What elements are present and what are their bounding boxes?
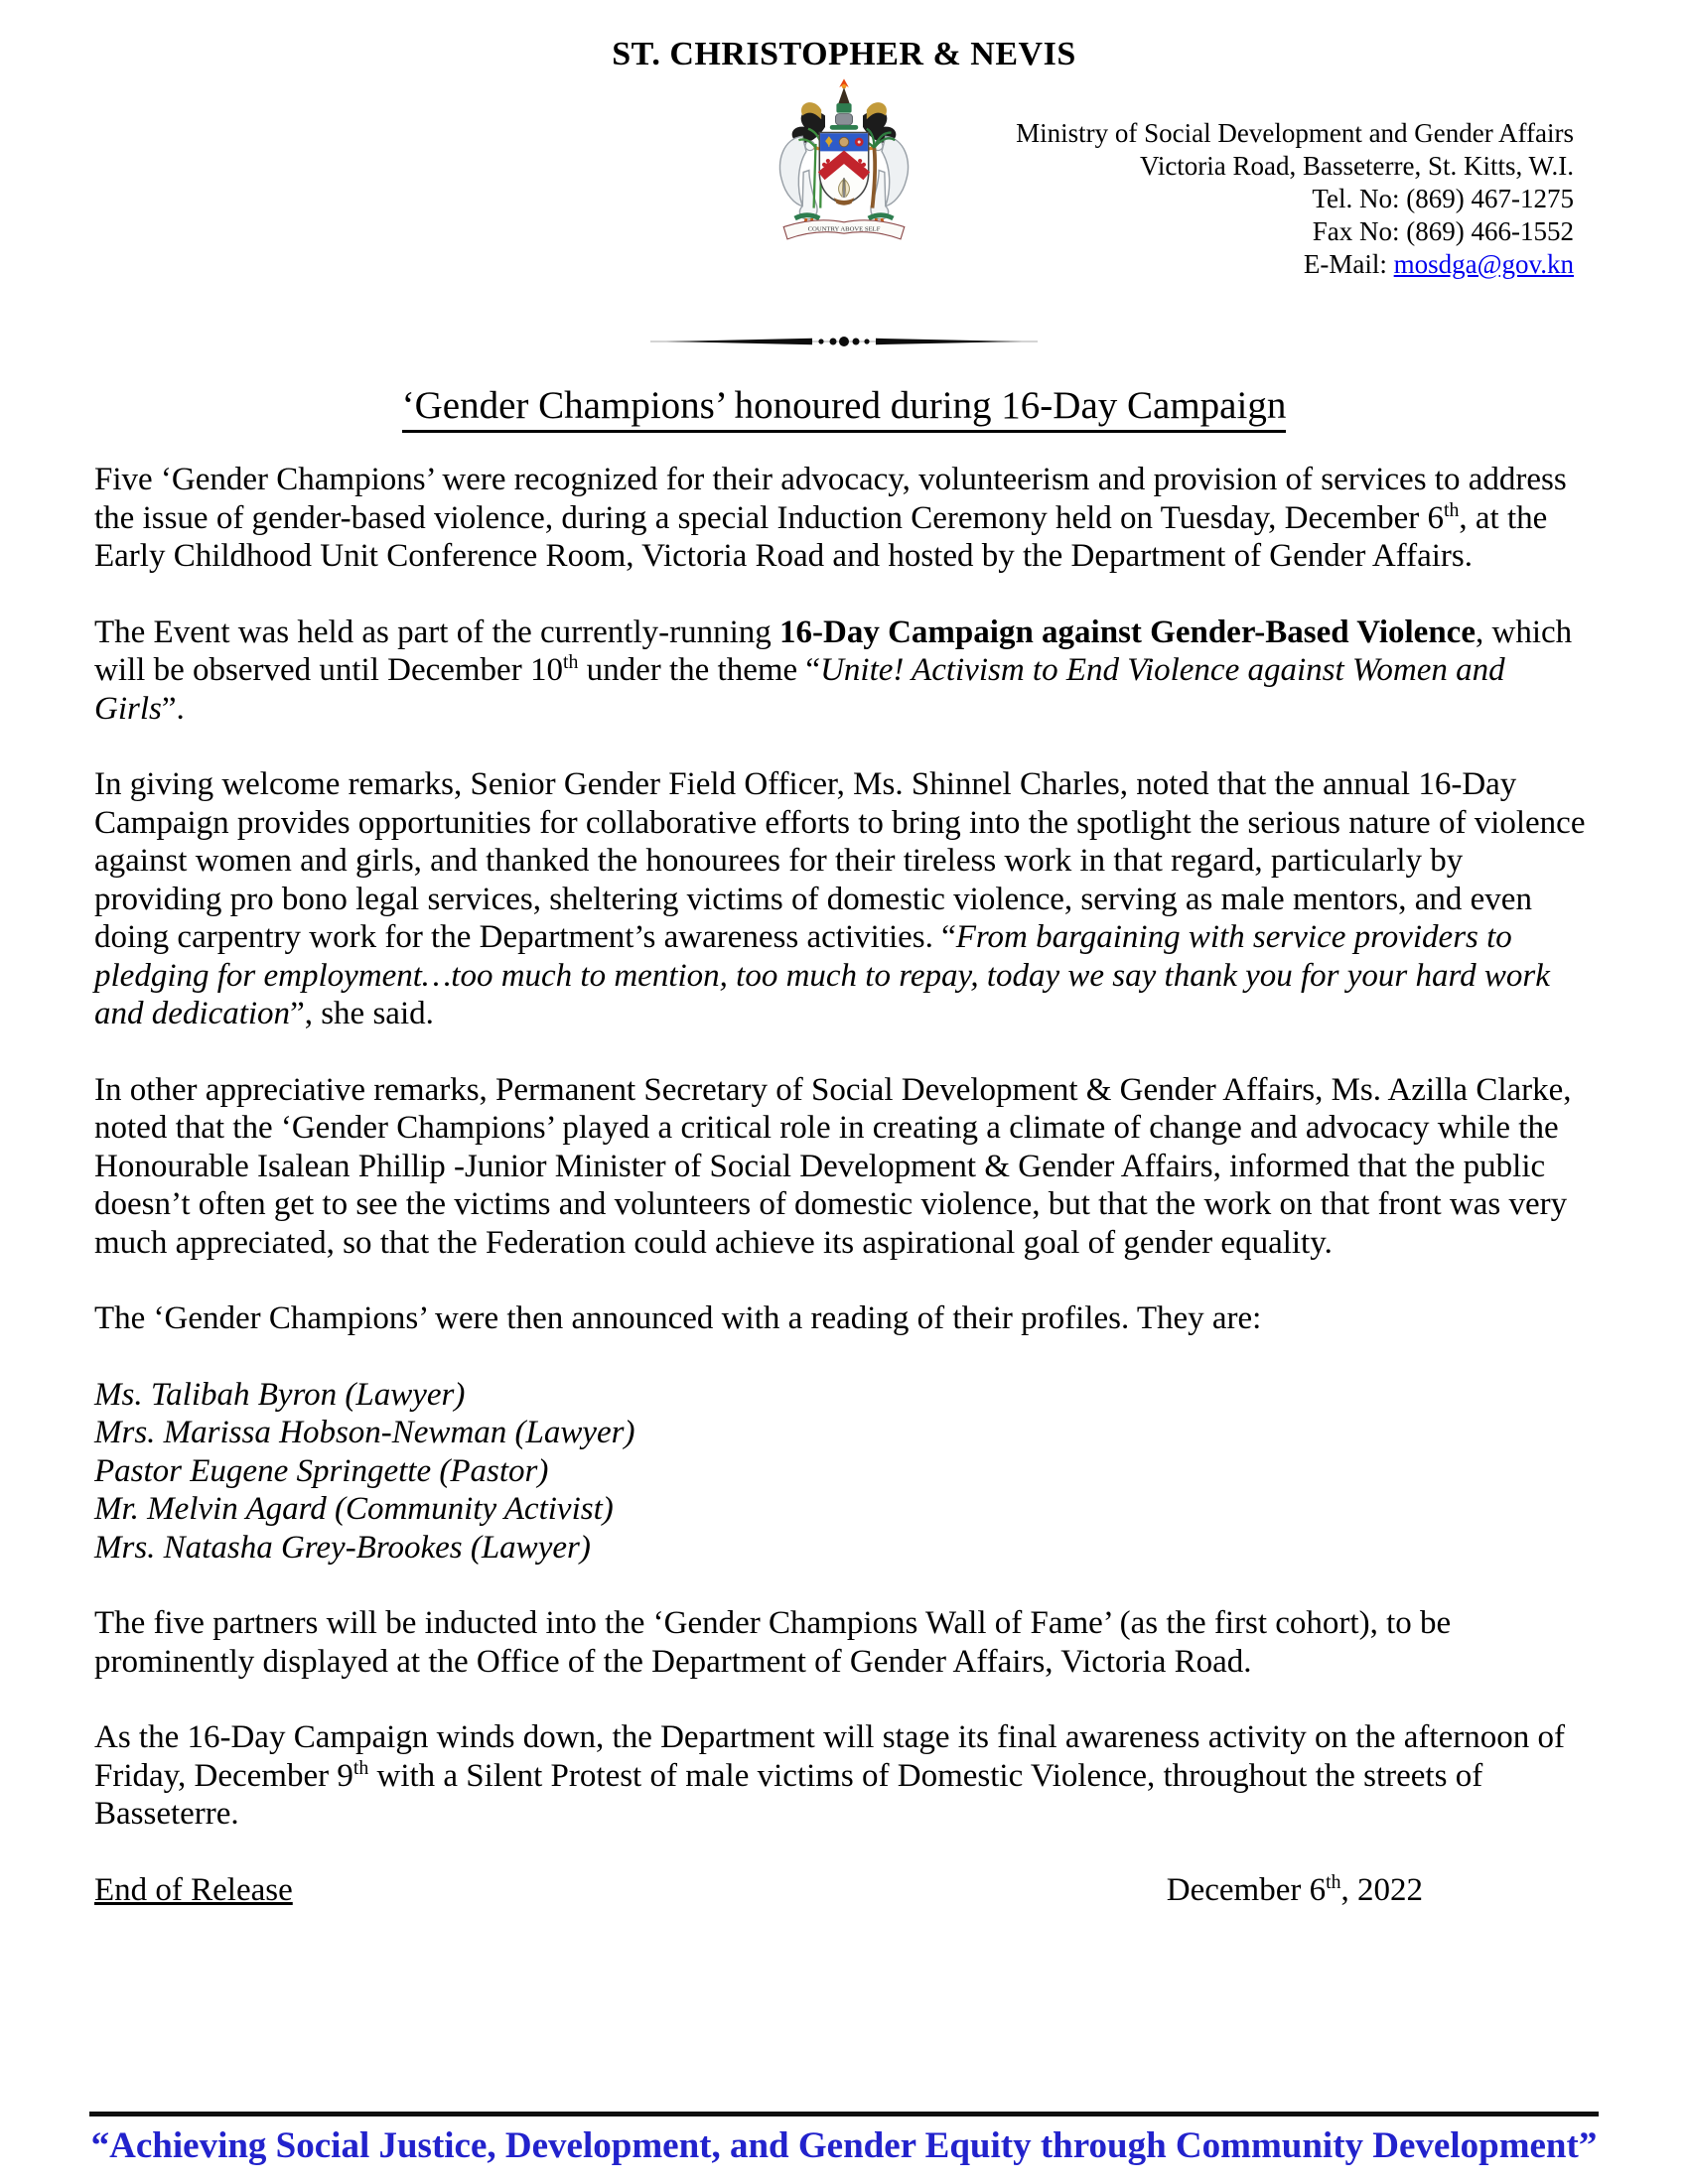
text-segment: th (1326, 1870, 1341, 1893)
contact-line-ministry: Ministry of Social Development and Gender Affairs (1016, 118, 1574, 148)
text-segment: , at the Early Childhood Unit Conference Room, Victoria Road and hosted by the Department of Gender Affairs. (94, 499, 1548, 574)
paragraph-silent-protest (94, 1718, 1594, 1834)
text-segment: 16-Day Campaign against Gender-Based Violence (779, 614, 1476, 650)
footer-rule (89, 2112, 1599, 2116)
text-segment: As the 16-Day Campaign winds down, the Department will stage its final awareness activity on the afternoon of Friday, December 9 (94, 1719, 1565, 1794)
footer (89, 2112, 1599, 2168)
text-segment: ”. (161, 690, 185, 727)
contact-line-fax: Fax No: (869) 466-1552 (1312, 216, 1574, 246)
text-segment: December 6 (1166, 1871, 1327, 1908)
text-segment: The five partners will be inducted into the ‘Gender Champions Wall of Fame’ (as the first cohort), to be prominently displayed at the Office of the Department of Gender Affairs, Victoria Road. (94, 1605, 1452, 1680)
contact-line-email (1016, 248, 1574, 281)
text-segment: under the theme “ (578, 652, 821, 688)
text-segment: th (352, 1756, 369, 1779)
honouree: Mrs. Marissa Hobson-Newman (Lawyer) (94, 1415, 635, 1450)
text-segment: In other appreciative remarks, Permanent Secretary of Social Development & Gender Affairs, Ms. Azilla Clarke, noted that the ‘Gender Champions’ played a critical role in creating a climate of change and advocacy while the Honourable Isalean Phillip -Junior Minister of Social Development & Gender Affairs, informed that the public doesn’t often get to see the victims and volunteers of domestic violence, but that the work on that front was very much appreciated, so that the Federation could achieve its aspirational goal of gender equality. (94, 1071, 1572, 1261)
release-date (1167, 1871, 1594, 1910)
honouree: Pastor Eugene Springette (Pastor) (94, 1452, 549, 1489)
contact-line-tel: Tel. No: (869) 467-1275 (1312, 184, 1574, 213)
honouree: Mr. Melvin Agard (Community Activist) (94, 1491, 614, 1527)
document-title-text: ‘Gender Champions’ honoured during 16-Day Campaign (402, 383, 1287, 433)
text-segment: The ‘Gender Champions’ were then announced with a reading of their profiles. They are: (94, 1300, 1262, 1336)
text-segment: th (562, 651, 579, 673)
paragraph-wall-of-fame (94, 1604, 1594, 1681)
contact-block (1016, 117, 1574, 281)
header (94, 73, 1594, 322)
text-segment: with a Silent Protest of male victims of Domestic Violence, throughout the streets of Basseterre. (94, 1757, 1483, 1832)
text-segment: th (1443, 498, 1460, 521)
paragraph-campaign (94, 614, 1594, 729)
press-release-body (94, 461, 1594, 1909)
honouree: Ms. Talibah Byron (Lawyer) (94, 1376, 466, 1413)
paragraph-welcome-remarks (94, 765, 1594, 1033)
text-segment: From bargaining with service providers to pledging for employment…too much to mention, too much to repay, today we say thank you for your hard work and dedication (94, 919, 1550, 1031)
footer-motto: “Achieving Social Justice, Development, and Gender Equity through Community Development” (90, 2125, 1598, 2166)
contact-line-address: Victoria Road, Basseterre, St. Kitts, W.I. (1139, 151, 1574, 181)
country-title: ST. CHRISTOPHER & NEVIS (612, 36, 1076, 72)
paragraph-announcement (94, 1299, 1594, 1338)
ornamental-divider (94, 334, 1594, 349)
text-segment: Five ‘Gender Champions’ were recognized for their advocacy, volunteerism and provision of services to address the issue of gender-based violence, during a special Induction Ceremony held on Tuesday, December 6 (94, 462, 1567, 536)
text-segment: Unite! Activism to End Violence against Women and Girls (94, 652, 1505, 727)
text-segment: , 2022 (1340, 1871, 1423, 1908)
paragraph-induction (94, 461, 1594, 576)
crest-motto: COUNTRY ABOVE SELF (807, 225, 881, 233)
text-segment: The Event was held as part of the currently-running (94, 614, 780, 650)
paragraph-appreciative-remarks (94, 1071, 1594, 1263)
coat-of-arms (769, 77, 919, 246)
text-segment: , which will be observed until December 10 (94, 614, 1573, 688)
text-segment: In giving welcome remarks, Senior Gender Field Officer, Ms. Shinnel Charles, noted that the annual 16-Day Campaign provides opportunities for collaborative efforts to bring into the spotlight the serious nature of violence against women and girls, and thanked the honourees for their tireless work in that regard, particularly by providing pro bono legal services, sheltering victims of domestic violence, serving as male mentors, and even doing carpentry work for the Department’s awareness activities. “ (94, 766, 1586, 955)
document-title (94, 383, 1594, 433)
end-of-release: End of Release (94, 1871, 293, 1908)
honouree: Mrs. Natasha Grey-Brookes (Lawyer) (94, 1529, 591, 1566)
email-label: E-Mail: (1303, 249, 1394, 279)
honourees-list (94, 1376, 1594, 1568)
text-segment: ”, she said. (290, 996, 434, 1031)
end-row (94, 1871, 1594, 1910)
email-link[interactable]: mosdga@gov.kn (1393, 249, 1574, 279)
